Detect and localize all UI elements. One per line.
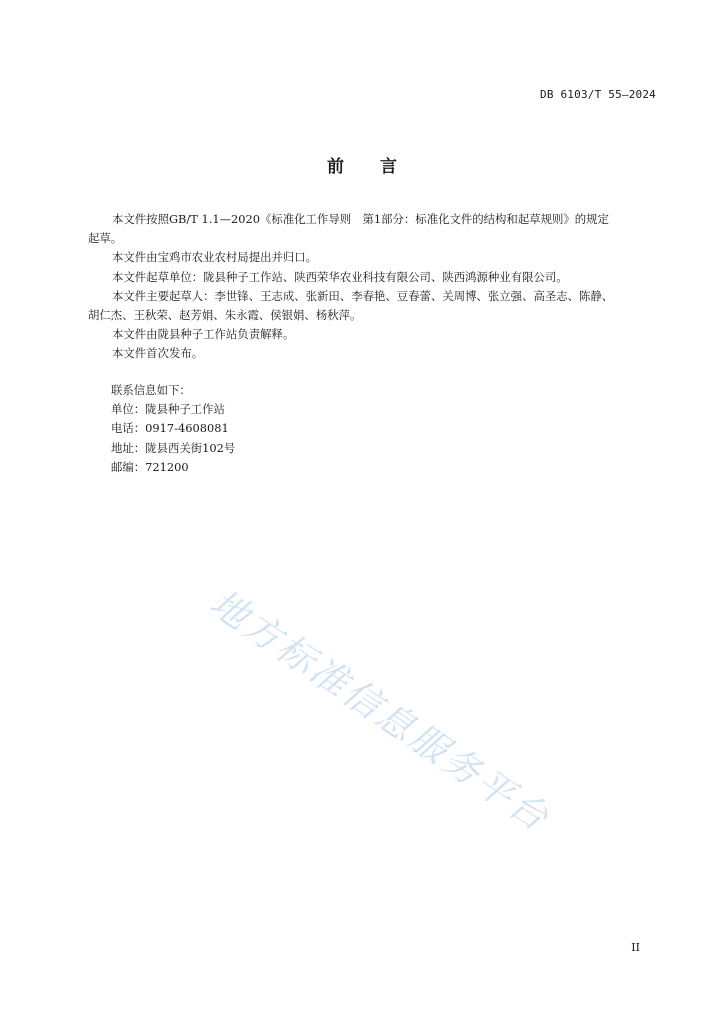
foreword-paragraph-drafters: 本文件主要起草人：李世锋、王志成、张新田、李春艳、豆春蕾、关周博、张立强、高圣志、陈静、 <box>112 288 614 303</box>
foreword-paragraph-standard-cont: 起草。 <box>88 231 123 246</box>
contact-unit: 单位：陇县种子工作站 <box>111 402 225 417</box>
foreword-body <box>88 210 660 364</box>
foreword-paragraph-interpretation: 本文件由陇县种子工作站负责解释。 <box>112 327 295 342</box>
contact-address: 地址：陇县西关街102号 <box>111 440 236 455</box>
contact-postcode: 邮编：721200 <box>111 459 189 474</box>
foreword-paragraph-first-release: 本文件首次发布。 <box>112 346 204 361</box>
section-title-char-1: 前 <box>327 157 344 177</box>
watermark: 地方标准信息服务平台 <box>202 581 558 841</box>
contact-heading: 联系信息如下： <box>111 383 191 397</box>
foreword-paragraph-drafters-cont: 胡仁杰、王秋荣、赵芳娟、朱永霞、侯银娟、杨秋萍。 <box>88 308 362 323</box>
foreword-paragraph-standard: 本文件按照GB/T 1.1—2020《标准化工作导则 第1部分：标准化文件的结构和起草规则》的规定 <box>112 212 609 226</box>
document-code: DB 6103/T 55—2024 <box>540 88 656 101</box>
foreword-paragraph-proposer: 本文件由宝鸡市农业农村局提出并归口。 <box>112 250 318 265</box>
section-title-char-2: 言 <box>380 157 397 177</box>
section-title <box>0 152 724 177</box>
contact-phone: 电话：0917-4608081 <box>111 421 229 436</box>
contact-info <box>111 381 235 477</box>
page-number: II <box>631 941 640 954</box>
foreword-paragraph-drafting-units: 本文件起草单位：陇县种子工作站、陕西荣华农业科技有限公司、陕西鸿源种业有限公司。 <box>112 269 568 284</box>
